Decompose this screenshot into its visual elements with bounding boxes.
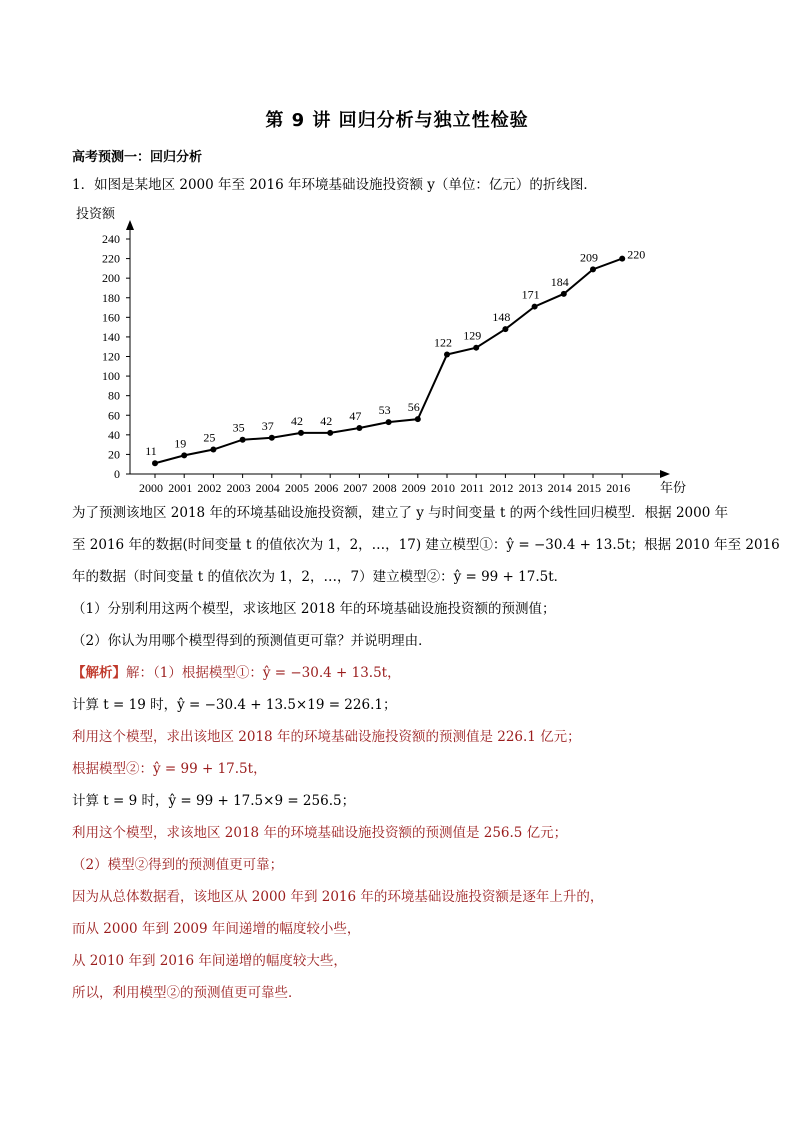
solution-line-10: 从 2010 年到 2016 年间递增的幅度较大些， [72,953,347,969]
data-label: 42 [320,413,333,428]
data-label: 37 [261,418,274,433]
x-tick-label: 2016 [606,481,631,495]
data-label: 47 [349,408,362,423]
x-tick-label: 2010 [431,481,455,495]
data-label: 122 [434,335,452,350]
data-label: 35 [232,420,245,435]
question-1: （1）分别利用这两个模型，求该地区 2018 年的环境基础设施投资额的预测值； [72,601,556,617]
y-tick-label: 80 [108,388,120,403]
solution-line-6: 利用这个模型，求该地区 2018 年的环境基础设施投资额的预测值是 256.5 亿元； [72,825,568,841]
series-line [155,259,622,464]
y-tick-label: 240 [102,232,120,246]
x-tick-label: 2004 [255,481,280,495]
page-title: 第 9 讲 回归分析与独立性检验 [265,110,529,131]
y-axis-arrow [126,220,134,230]
y-tick-label: 200 [102,271,120,286]
solution-line-7: （2）模型②得到的预测值更可靠； [72,857,284,873]
data-point [561,291,567,297]
y-tick-label: 20 [108,447,120,462]
y-tick-label: 100 [102,369,120,384]
x-tick-label: 2009 [401,481,426,495]
x-tick-label: 2013 [518,481,543,495]
data-label: 25 [203,430,216,445]
data-label: 220 [627,247,646,262]
x-tick-label: 2000 [139,481,163,495]
solution-tag: 【解析】 [72,665,126,681]
data-label: 129 [463,328,482,343]
x-tick-label: 2015 [577,481,601,495]
data-point [210,447,216,453]
data-point [386,419,392,425]
data-point [473,345,479,351]
data-point [444,352,450,358]
x-tick-label: 2003 [226,481,251,495]
x-tick-label: 2002 [197,481,222,495]
data-point [415,416,421,422]
data-label: 42 [291,413,303,428]
section-heading: 高考预测一：回归分析 [72,150,203,165]
x-tick-label: 2007 [343,481,368,495]
data-point [152,460,158,466]
data-point [181,452,187,458]
data-point [356,425,362,431]
question-2: （2）你认为用哪个模型得到的预测值更可靠？并说明理由． [72,633,432,649]
data-point [502,326,508,332]
problem-description-1: 为了预测该地区 2018 年的环境基础设施投资额，建立了 y 与时间变量 t 的两个线性回归模型．根据 2000 年 [72,505,729,521]
x-tick-label: 2001 [168,481,193,495]
x-tick-label: 2014 [547,481,572,495]
solution-line-5: 计算 t = 9 时，ŷ = 99 + 17.5×9 = 256.5； [72,793,356,809]
data-label: 56 [407,400,420,415]
data-point [532,304,538,310]
data-point [619,256,625,262]
solution-line-4: 根据模型②：ŷ = 99 + 17.5t， [72,761,267,777]
y-tick-label: 120 [102,349,120,364]
y-tick-label: 220 [102,251,120,266]
solution-text-1: 解：（1）根据模型①：ŷ = −30.4 + 13.5t， [126,665,401,681]
y-axis-label: 投资额 [76,207,116,222]
problem-intro: 1．如图是某地区 2000 年至 2016 年环境基础设施投资额 y（单位：亿元）的折线图． [72,177,597,193]
data-point [240,437,246,443]
solution-line-8: 因为从总体数据看，该地区从 2000 年到 2016 年的环境基础设施投资额是逐年上升的， [72,889,604,905]
y-tick-label: 140 [102,329,120,344]
solution-line-2: 计算 t = 19 时，ŷ = −30.4 + 13.5×19 = 226.1； [72,697,397,713]
y-tick-label: 180 [102,290,120,305]
data-label: 53 [378,403,391,418]
data-label: 171 [521,287,540,302]
solution-line-3: 利用这个模型，求出该地区 2018 年的环境基础设施投资额的预测值是 226.1 亿元； [72,729,581,745]
data-point [269,435,275,441]
data-point [590,266,596,272]
y-tick-label: 60 [108,408,120,423]
x-tick-label: 2008 [372,481,397,495]
y-tick-label: 0 [114,467,120,481]
solution-line-9: 而从 2000 年到 2009 年间递增的幅度较小些， [72,921,361,937]
data-label: 148 [492,310,511,325]
x-tick-label: 2006 [314,481,339,495]
solution-line-11: 所以，利用模型②的预测值更可靠些． [72,985,302,1001]
data-label: 11 [145,444,157,459]
x-tick-label: 2005 [285,481,309,495]
investment-line-chart [72,200,712,500]
x-axis-label: 年份 [660,481,687,496]
data-label: 19 [174,436,187,451]
y-tick-label: 40 [108,427,120,442]
x-tick-label: 2011 [460,481,484,495]
problem-description-2: 至 2016 年的数据(时间变量 t 的值依次为 1，2，…，17) 建立模型①：ŷ = −30.4 + 13.5t；根据 2010 年至 2016 [72,537,780,553]
data-label: 209 [580,250,598,265]
y-tick-label: 160 [102,310,120,325]
data-point [298,430,304,436]
solution-line-1 [72,664,734,682]
x-tick-label: 2012 [489,481,514,495]
x-axis-arrow [660,470,670,478]
data-point [327,430,333,436]
data-label: 184 [550,274,569,289]
problem-description-3: 年的数据（时间变量 t 的值依次为 1，2，…，7）建立模型②：ŷ = 99 + 17.5t． [72,569,568,585]
